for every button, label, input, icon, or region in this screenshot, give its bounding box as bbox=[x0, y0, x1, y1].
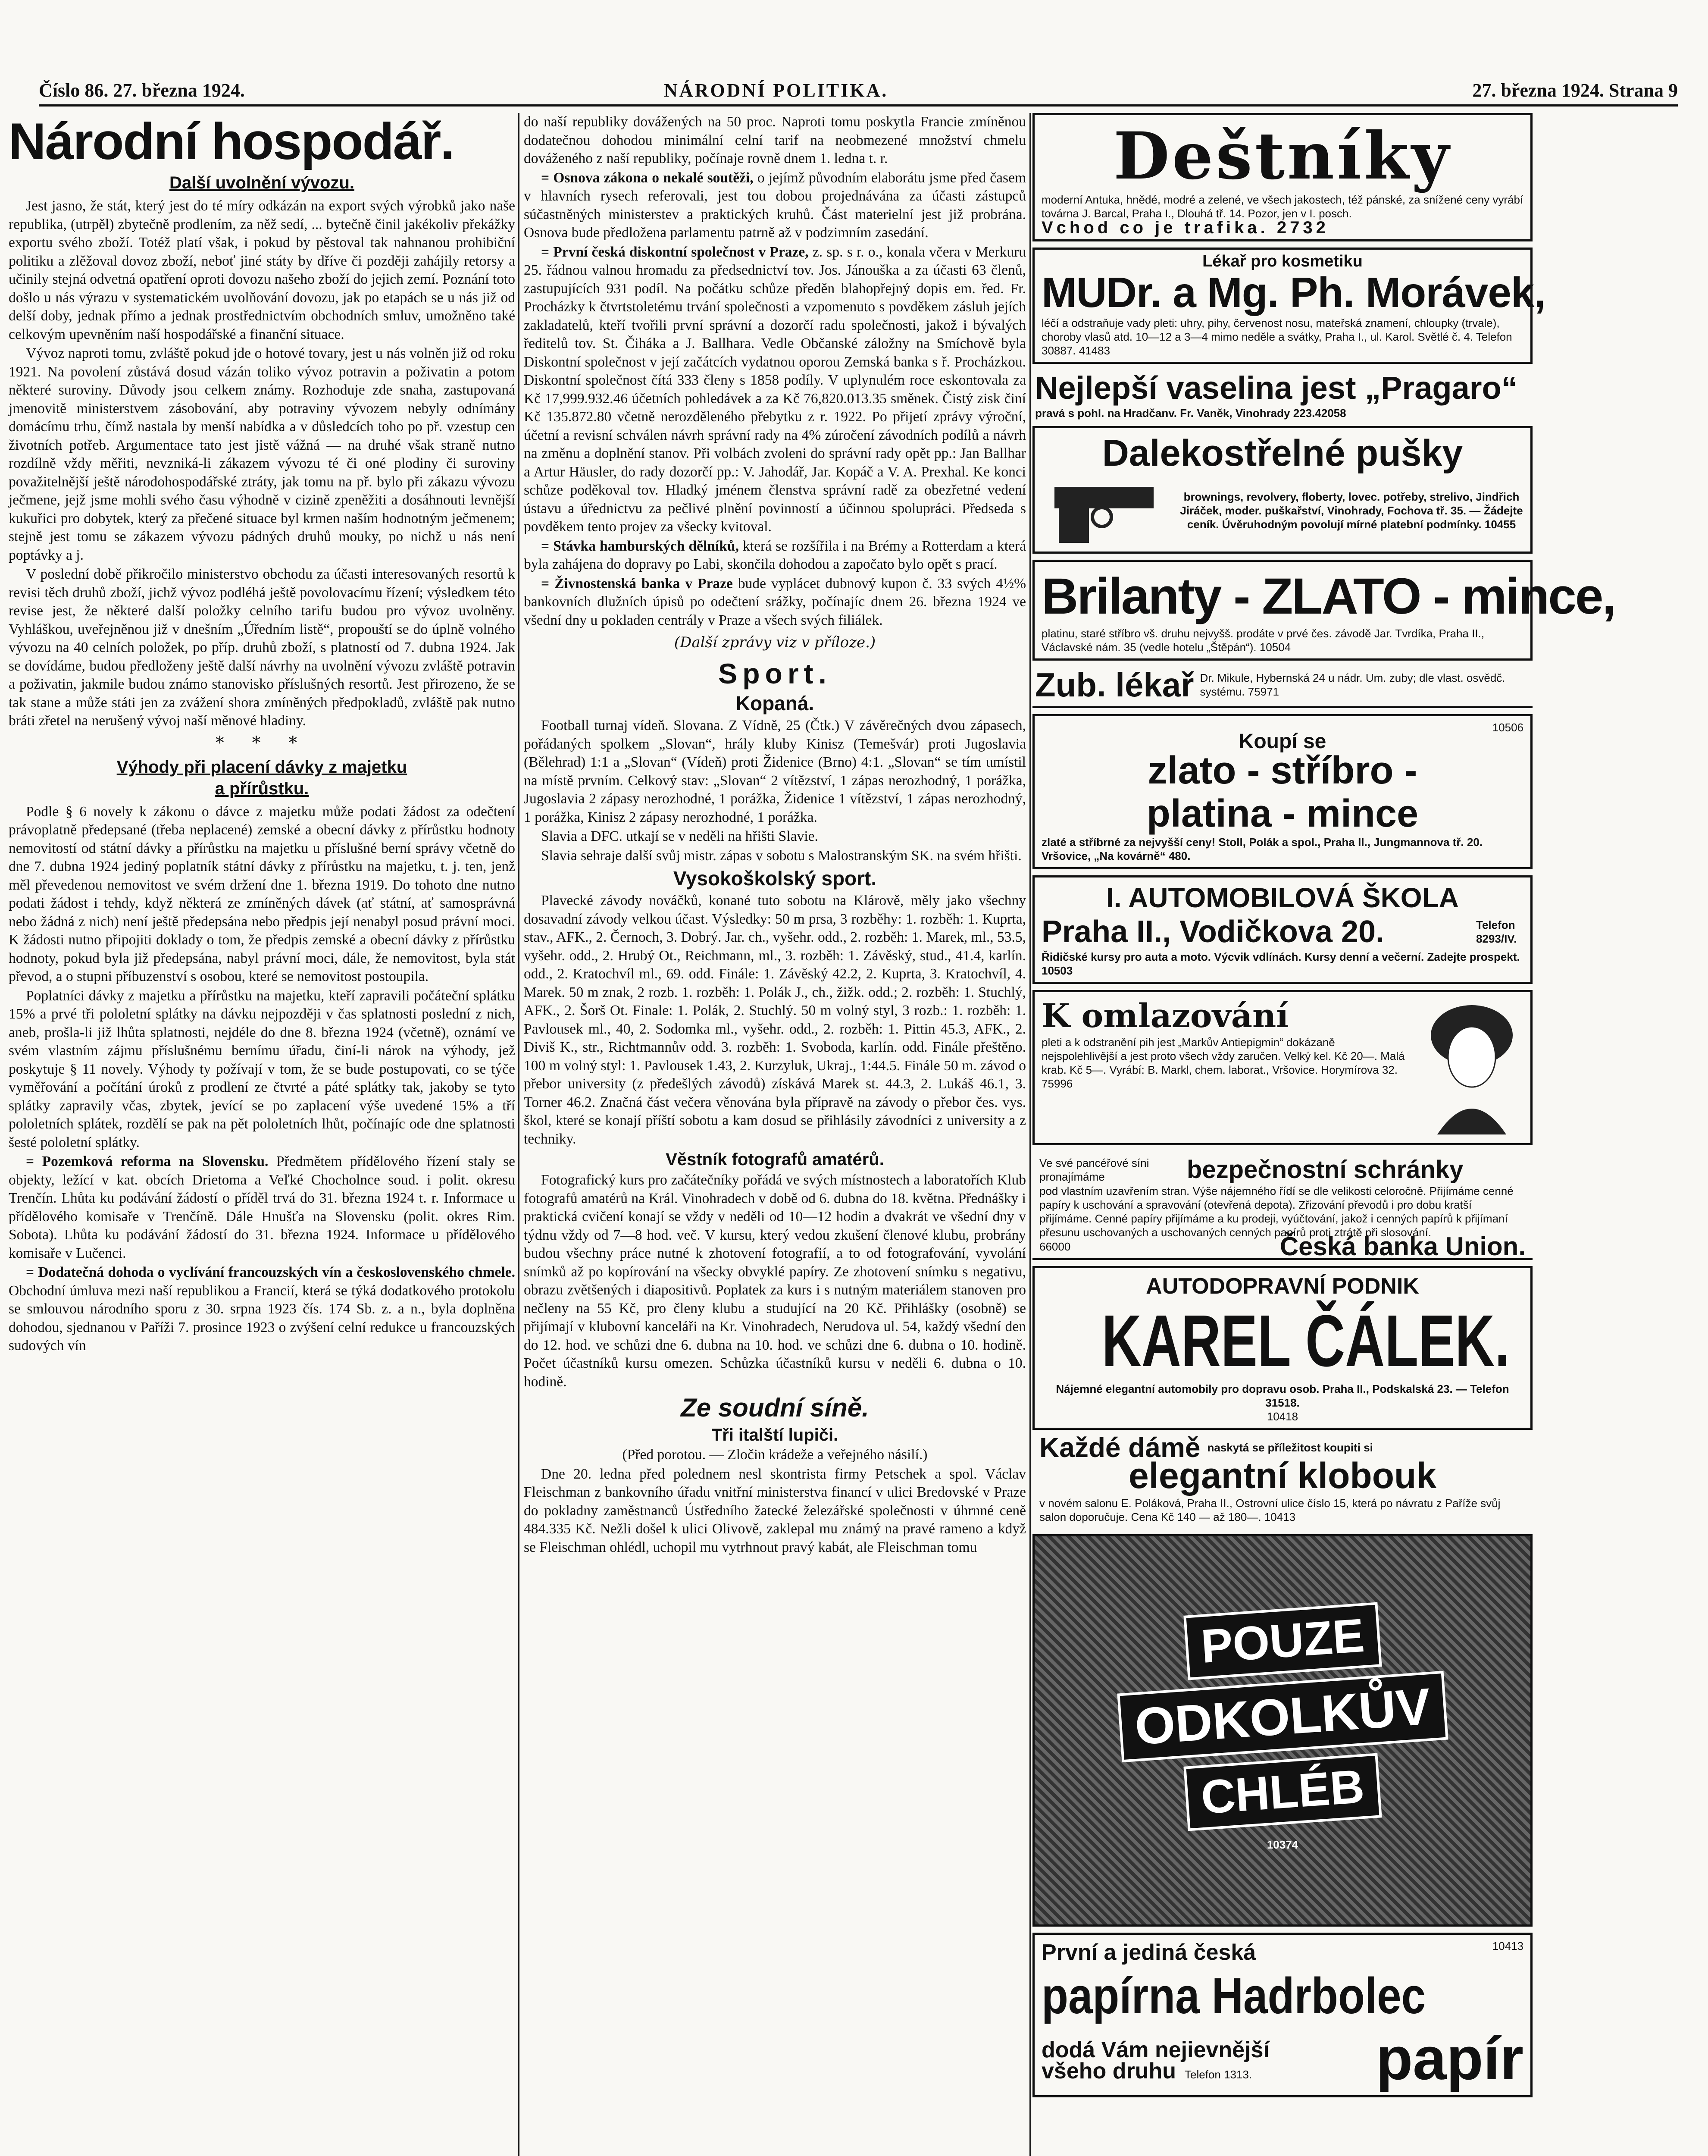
paragraph: Slavia a DFC. utkají se v neděli na hřišti Slavie. bbox=[541, 828, 818, 844]
ad-content bbox=[1042, 997, 1414, 1139]
ad-content bbox=[1042, 2026, 1523, 2091]
date-page: 27. března 1924. Strana 9 bbox=[1472, 80, 1678, 101]
ad-text: brownings, revolvery, floberty, lovec. potřeby, strelivo, Jindřich Jiráček, moder. puškařství, Vinohrady, Fochova tř. 35. — Žádejte ceník. Úvěruhodným povolují mírné platební podmínky. 10455 bbox=[1180, 490, 1523, 531]
pistol-icon bbox=[1042, 474, 1171, 547]
ad-rifles bbox=[1032, 426, 1533, 554]
ad-title: ODKOLKŮV bbox=[1117, 1671, 1448, 1763]
ad-title: Deštníky bbox=[1113, 118, 1452, 194]
issue-number: Číslo 86. 27. března 1924. bbox=[39, 80, 245, 101]
ad-dentist bbox=[1032, 667, 1533, 708]
subsection-title: Vysokoškolský sport. bbox=[673, 867, 877, 890]
ad-paper-mill bbox=[1032, 1933, 1533, 2097]
article-body bbox=[524, 717, 1026, 865]
paragraph bbox=[524, 575, 1026, 630]
ad-content bbox=[1039, 1232, 1526, 1261]
ad-text: Nájemné elegantní automobily pro dopravu osob. Praha II., Podskalská 23. — Telefon 31518. bbox=[1056, 1382, 1509, 1409]
ad-title: bezpečnostní schránky bbox=[1187, 1156, 1464, 1184]
ad-number: 10418 bbox=[1267, 1410, 1298, 1423]
ad-title: Koupí se bbox=[1239, 730, 1326, 753]
subsection-title: Kopaná. bbox=[735, 692, 814, 714]
news-head: = Živnostenská banka v Praze bbox=[541, 575, 733, 592]
news-head: = První česká diskontní společnost v Praze, bbox=[541, 244, 809, 260]
masthead: NÁRODNÍ POLITIKA. bbox=[664, 80, 888, 101]
ad-title: KAREL ČÁLEK. bbox=[1101, 1300, 1510, 1382]
paragraph: Slavia sehraje další svůj mistr. zápas v sobotu s Malostranským SK. na svém hřišti. bbox=[541, 847, 1022, 864]
ad-title: Každé dámě bbox=[1039, 1432, 1201, 1463]
ad-title: Česká banka Union. bbox=[1279, 1232, 1526, 1261]
article-body bbox=[524, 1446, 1026, 1557]
column-economy bbox=[9, 113, 515, 2156]
ad-text: Telefon 1313. bbox=[1185, 2068, 1252, 2081]
ad-text: naskytá se příležitost koupiti si bbox=[1207, 1441, 1373, 1454]
article-body bbox=[9, 803, 515, 1355]
separator-stars: * * * bbox=[215, 733, 309, 753]
woman-portrait-icon bbox=[1420, 997, 1523, 1139]
paragraph: Football turnaj vídeň. Slovana. Z Vídně, 25 (Čtk.) V závěrečných dvou zápasech, pořádaných spolkem „Slovan“, hrály kluby Kinisz (Temešvár) proti Jugoslavia (Bělehrad) 1:1 a „Slovan“ (Vídeň) proti Židenice (Brno) 4:1. „Slovan“ se tím umístil na místě prvním. Celkový stav: „Slovan“ 2 vítězství, 1 zápas nerozhodný, 1 porážka, Jugoslavia 2 zápasy nerozhodné, 1 porážka, Židenice 1 vítězství, 1 zápas nerozhodný, 1 porážka, Kinisz 2 zápasy nerozhodné, 1 porážka. bbox=[524, 718, 1026, 825]
ad-safe-deposit bbox=[1032, 1151, 1533, 1260]
paragraph: Jest jasno, že stát, který jest do té míry odkázán na export svých výrobků jako naše republika, (utrpěl) zbytečně prodlením, za něž sedí, ... bytečně činil jakékoliv překážky exportu svého zboží. Totéž platí však, i pokud by pěstoval tak nahnanou prohibiční politiku a zlěžoval dovoz zboží, neboť jiné státy by dříve či později zahájily retorsy a učinily stejná odvetná opatření oproti dovozu našeho zboží do jejich zemí. Poznání toto došlo u nás výrazu v systematickém uvolňování dovozu, jak po etapách se u nás již od delší doby, jednak přímo a jednak prostřednictvím obchodních smluv, umožněno také celkovým upevněním naší hospodářské a finanční situace. bbox=[9, 198, 515, 342]
column-rule bbox=[1029, 113, 1031, 2156]
news-text: bude vyplácet dubnový kupon č. 33 svých 4½% bankovních dlužních úpisů po odečtení srážky, počínajíc dnem 26. března 1924 ve všední dny u pokladen centrály v Praze a všech svých filiálek. bbox=[524, 575, 1026, 628]
news-head: = Dodatečná dohoda o vyclívání francouzských vín a československého chmele. bbox=[26, 1264, 515, 1280]
ad-text: Ve své pancéřové síni pronajímáme bbox=[1039, 1156, 1149, 1183]
ad-text: Řidičské kursy pro auta a moto. Výcvik vdlínách. Kursy denní a večerní. Zadejte prospekt. 10503 bbox=[1042, 950, 1520, 977]
news-text: z. sp. s r. o., konala včera v Merkuru 25. řádnou valnou hromadu za předsednictví tov. Jos. Jánouška a za účasti 63 členů, zastupujících 931 podíl. Na počátku schůze předěn blahopřejný dopis em. řed. Fr. Procházky k čtvrtstoletému trvání společnosti a vzpomenuto s povděkem zásluh jejích zakladatelů, kteří tvořili první správní a dozorčí radu společnosti, jakož i bývalých ředitelů tov. St. Čiháka a J. Ballhara. Vedle Občanské záložny na Smíchově byla Diskontní společnost v její začátcích vydatnou oporou Zemská banka s ř. Procházkou. Diskontní společnost čítá 333 členy s 1858 podíly. V uplynulém roce eskontovala za Kč 17,999.932.46 účetních pohledávek a za Kč 76,820.013.35 směnek. Čistý zisk činí Kč 135.872.80 včetně nerozděleného přebytku z r. 1922. Po přijetí zprávy výroční, účetní a revisní schválen návrh správní rady na 4% zúročení závodních podílů a návrh na změnu a doplnění stanov. Při volbách zvoleni do správní rady opět pp.: Jan Ballhar a Artur Häusler, do rady dozorčí pp.: V. Jahodář, Jar. Kopáč a V. A. Prexhal. Ke konci schůze poděkoval tov. Hladký jménem členstva správní radě za obezřetné vedení ústavu a úřednictvu za pečlivé plnění povinností a účinnou spolupráci. Předseda s povděkem tento projev za všecky kvitoval. bbox=[524, 244, 1026, 535]
ad-title: Dalekostřelné pušky bbox=[1102, 432, 1463, 474]
ad-hats bbox=[1032, 1432, 1533, 1528]
article-body bbox=[524, 1171, 1026, 1391]
ad-title: AUTODOPRAVNÍ PODNIK bbox=[1146, 1274, 1419, 1299]
ad-number: 10413 bbox=[1492, 1940, 1523, 1952]
ad-driving-school bbox=[1032, 875, 1533, 984]
ad-text: dodá Vám nejievnější bbox=[1042, 2037, 1270, 2062]
ad-text: léčí a odstraňuje vady pleti: uhry, pihy, červenost nosu, mateřská znamení, chloupky (trvale), choroby vlasů atd. 10—12 a 3—4 mimo neděle a svátky, Praha I., ul. Karol. Světlé č. 4. Telefon 30887. 41483 bbox=[1042, 317, 1512, 357]
ad-text: pravá s pohl. na Hradčanv. Fr. Vaněk, Vinohrady 223.42058 bbox=[1035, 407, 1346, 420]
ad-number: 10506 bbox=[1492, 721, 1523, 734]
paragraph: Fotografický kurs pro začátečníky pořádá ve svých místnostech a laboratořích Klub fotografů amatérů na Král. Vinohradech v době od 6. dubna do 18. května. Přednášky i praktická cvičení konají se vždy v neděli od 10—12 hodin a dvakrát ve všední dny v týdnu vždy od 7—8 hod. več. V kursu, který vedou zkušení členové klubu, probrány budou všechny práce nutné k zhotovení fotografií, a to od fotografování, vyvolání snímků až po kopírování na všecky obvyklé papíry. Ze zhotovení snímku s negativu, obrazu zvětšených i diapositivů. Poplatek za kurs i s nutným materiálem stanoven pro nečleny na 55 Kč, pro členy klubu a studující na 20 Kč. Přihlášky (osobně) se přijímají v klubovní kanceláři na Kr. Vinohradech, Nerudova ul. 54, každý všední den do 12. hod. ve schůzi dne 6. dubna na 10. hod. ve schůzi dne 6. dubna o 10. hodině. Počet účastníků kursu omezen. Schůzka účastníků kursu v neděli 6. dubna o 10. hodině. bbox=[524, 1172, 1026, 1390]
column-news-sport bbox=[524, 113, 1026, 2156]
ad-gold bbox=[1032, 560, 1615, 661]
news-head: = Stávka hamburských dělníků, bbox=[541, 538, 739, 554]
note: (Další zprávy viz v příloze.) bbox=[674, 634, 876, 651]
news-head: = Pozemková reforma na Slovensku. bbox=[26, 1153, 269, 1169]
subsection-title: Ze soudní síně. bbox=[681, 1393, 869, 1422]
paragraph bbox=[524, 169, 1026, 242]
section-sport: Sport. bbox=[718, 658, 832, 689]
ad-title: První a jediná česká bbox=[1042, 1940, 1256, 1965]
ad-content bbox=[1042, 1939, 1523, 1966]
ad-cosmetic-doctor bbox=[1032, 248, 1545, 364]
ad-text: zlaté a stříbrné za nejvyšší ceny! Stoll, Polák a spol., Praha II., Jungmannova tř. 20. Vršovice, „Na kovárně“ 480. bbox=[1042, 836, 1483, 862]
article-subhead: a přírůstku. bbox=[215, 779, 309, 798]
ad-title: POUZE bbox=[1183, 1602, 1382, 1680]
column-rule bbox=[518, 113, 519, 2156]
ad-odkolek-bread bbox=[1032, 1534, 1533, 1927]
paragraph bbox=[524, 243, 1026, 536]
ad-title: Nejlepší vaselina jest „Pragaro“ bbox=[1035, 370, 1517, 406]
section-title: Národní hospodář. bbox=[9, 113, 454, 170]
column-ads bbox=[1032, 113, 1615, 2156]
ad-title: Lékař pro kosmetiku bbox=[1202, 252, 1363, 270]
ad-buy-gold bbox=[1032, 714, 1533, 869]
paragraph bbox=[9, 1153, 515, 1263]
news-head: = Osnova zákona o nekalé soutěži, bbox=[541, 169, 754, 186]
ad-number: 10374 bbox=[1267, 1838, 1298, 1851]
article-body bbox=[524, 892, 1026, 1148]
paragraph: Vývoz naproti tomu, zvláště pokud jde o hotové tovary, jest u nás volněn již od roku 1921. Na povolení zůstává dosud vázán toliko vývoz potravin a poživatin a potom některé suroviny. Důvody jsou celkem známy. Rozhoduje zde snaha, zastupovaná jmenovitě ministerstvem zásobování, aby potraviny vývozem nebyly odnímány domácímu trhu, čímž nastala by menší nabídka a v důsledcích toho po př. vzestup cen životních potřeb. Argumentace tato jest jistě vážná — na druhé však straně nutno rozdílně vždy měřiti, nevzniká-li zákazem vývozu té či oné plodiny či suroviny považitelnější ještě národohospodářské ztráty, jak tomu na př. bylo při zákazu vývozu ječmene, jejž jsme mohli svého času výhodně v cizině zpeněžiti a dosáhnouti levnější kukuřici pro dobytek, který za přečené situace byl krmen naším hodnotným ječmenem; stejně jest tomu se zákazem vývozu pádných druhů mouky, po nichž u nás není poptávky a j. bbox=[9, 345, 515, 563]
ad-title: Praha II., Vodičkova 20. bbox=[1042, 915, 1385, 949]
paragraph: do naší republiky dovážených na 50 proc. Naproti tomu poskytla Francie zmíněnou dodatečnou dohodou minimální celní tarif na neobmezené množství chmelu dováženého z naší republiky, počínaje rovně dnem 1. ledna t. r. bbox=[524, 114, 1026, 166]
ad-text: Dr. Mikule, Hybernská 24 u nádr. Um. zuby; dle vlast. osvědč. systému. 75971 bbox=[1200, 671, 1505, 698]
ad-car-transport bbox=[1032, 1266, 1533, 1430]
ad-title: Brilanty - ZLATO - mince, bbox=[1042, 568, 1615, 625]
ad-title: papírna Hadrbolec bbox=[1042, 1968, 1426, 2024]
ad-title: MUDr. a Mg. Ph. Morávek, bbox=[1042, 269, 1545, 316]
paragraph: V poslední době přikročilo ministerstvo obchodu za účasti interesovaných resortů k revisi těch druhů zboží, jichž vývoz podléhá ještě povolovacímu řízení; výsledkem této revise jest, že některé další položky celního tarifu budou pro vývoz uvolněny. Vyhláškou, uveřejněnou již v dnešním „Úředním listě“, propouští se do úplně volného vývozu na 40 celních položek, po příp. druhů zboží, s platností od 7. dubna 1924. Jak se dovídáme, budou předloženy ještě další návrhy na uvolnění vývozu zvláště potravin a poživatin, jakmile budou známo stanovisko příslušných resortů. Jest přirozeno, že se tak stane a může státi jen za zvážení shora zmíněných předpokladů, zvláště pak nutno bráti zřetel na nerušený vývoj naší měnové hladiny. bbox=[9, 566, 515, 729]
ad-title: zlato - stříbro - bbox=[1148, 749, 1417, 792]
news-text: Předmětem přídělového řízení staly se objekty, ležící v kat. obcích Drietoma a Veľké Chocholnce soud. i polit. okresu Trenčín. Lhůta ku podávání žádostí o příděl trvá do 31. března 1924 t. r. Informace u přídělového komisaře v Trenčíně. Dále Hnušťa na Slovensku (polit. okres Rim. Sobota). Lhůta ku podávání žádostí do 31. března 1924. Informace u přídělového komisaře v Lučenci. bbox=[9, 1153, 516, 1261]
news-text: o jejímž původním elaborátu jsme před časem v hlavních rysech referovali, jest tou dobou projednávána za účasti zástupců súčastněných ministerstev a praktických kruhů. Část materielní jest již probrána. Osnova bude předložena parlamentu patrně až v podzimním zasedání. bbox=[524, 169, 1026, 241]
ad-content bbox=[1039, 1432, 1526, 1463]
ad-text: v novém salonu E. Poláková, Praha II., Ostrovní ulice číslo 15, která po návratu z Paříže svůj salon doporučuje. Cena Kč 140 — až 180—. 10413 bbox=[1039, 1497, 1501, 1523]
paragraph bbox=[9, 1263, 515, 1355]
ad-title: elegantní klobouk bbox=[1128, 1455, 1437, 1496]
ad-text: platinu, staré stříbro vš. druhu nejvyšš. prodáte v prvé čes. závodě Jar. Tvrdíka, Praha II., Václavské nám. 35 (vedle hotelu „Štěpán“). 10504 bbox=[1042, 627, 1484, 654]
ad-content bbox=[1042, 2058, 1367, 2084]
ad-number: 66000 bbox=[1039, 1240, 1071, 1253]
ad-content bbox=[1042, 2036, 1367, 2084]
ad-title: platina - mince bbox=[1146, 792, 1419, 835]
news-text: Obchodní úmluva mezi naší republikou a Francií, která se týká dodatkového protokolu se smlouvou národního sporu z 30. srpna 1923 čís. 174 Sb. z. a n., byla doplněna dohodou, sjednanou v Paříži 7. prosince 1923 o zvýšení celní redukce u francouzských sudových vín bbox=[9, 1282, 515, 1354]
article-subhead: Tři italští lupiči. bbox=[711, 1426, 838, 1445]
ad-text: všeho druhu bbox=[1042, 2058, 1176, 2084]
article-subhead: Výhody při placení dávky z majetku bbox=[116, 757, 407, 777]
ad-content bbox=[1042, 474, 1523, 547]
ad-umbrellas bbox=[1032, 113, 1533, 241]
page-header bbox=[39, 78, 1678, 107]
subsection-title: Věstník fotografů amatérů. bbox=[666, 1150, 884, 1169]
paragraph: Plavecké závody nováčků, konané tuto sobotu na Klárově, měly jako všechny dosavadní závody velkou účast. Výsledky: 50 m prsa, 3 rozběhy: 1. rozběh: 1. Kuprta, stav., AFK., 2. Černoch, 3. Dobrý. Jar. ch., vyšehr. odd., 2. rozběh: 1. Marek, ml., 53.5, vyšehr. odd., 2. Hrubý Ot., Reichmann, ml., 3. rozběh: 1. Závěský, stud., 41.4, karlín. odd., 2. Kratochvíl ml., 69. odd. Finále: 1. Závěský 42.2, 2. Kuprta, 3. Kratochvíl, 4. Marek. 50 m znak, 2 rozb. 1. rozběh: 1. Polák J., ch., žižk. odd.; 2. rozběh: 1. Stuchlý, AFK., 2. Šorš Ot. Finale: 1. Polák, 2. Stuchlý. 50 m volný styl, 3 rozb.: 1. rozběh: 1. Pavlousek ml., 40, 2. Sodomka ml., vyšehr. odd., 2. rozběh: 1. Pittin 45.3, AFK., 2. Diviš K., str., Richtmannův odd. 3. rozběh: 1. Svoboda, karlín. odd. Finále přeštěno. 100 m volný styl: 1. Pavlousek 1.43, 2. Kurzyluk, Ukraj., 1:44.5. Finále 50 m. závod o přebor university (z předešlých závodů) získává Marek st. 44.3, 2. Lukáš 46.1, 3. Torner 46.2. Značná část večera věnována byla přípravě na závody o přebor čes. vys. škol, které se konají příští sobotu a kam dosud se přihlásily závodníci z university a z techniky. bbox=[524, 893, 1026, 1147]
ad-title: Zub. lékař bbox=[1035, 666, 1194, 704]
paragraph bbox=[524, 537, 1026, 574]
ad-title: K omlazování bbox=[1042, 997, 1289, 1035]
ad-title: papír bbox=[1376, 2024, 1523, 2092]
ad-text: moderní Antuka, hnědé, modré a zelené, ve všech jakostech, též pánské, za snížené ceny vyrábí továrna J. Barcal, Praha I., Dlouhá tř. 14. Pozor, jen v I. posch. bbox=[1042, 193, 1523, 220]
article-body bbox=[9, 197, 515, 730]
paragraph: Podle § 6 novely k zákonu o dávce z majetku může podati žádost za odečtení právoplatně předepsané (třeba neplacené) zemské a obecní dávky z přírůstku hodnoty nemovitostí od státní dávky a přírůstku na majetku u příslušné berní správy včetně do dne 7. dubna 1924 jediný poplatník státní dávky z přírůstku na majetku, t. j. ten, jenž měl převedenou nemovitost ve svém držení dne 1. března 1919. Do tohoto dne nutno podati žádost i tehdy, když některá ze zmíněných dávek (ať státní, ať samosprávná nebo žádná z nich) není ještě předepsána nebo předpis její nenabyl posud právní moci. K žádosti nutno připojiti doklady o tom, že předpis zemské a obecní dávky z přírůstku hodnoty, pokud byla již předepsána, nabyl právní moci, dále, že nemovitost, byla stát převod, a o stupni příbuzenství s osobou, které se nemovitost postoupila. bbox=[9, 803, 515, 984]
ad-content bbox=[1039, 1156, 1526, 1184]
paragraph: Poplatníci dávky z majetku a přírůstku na majetku, kteří zapravili počáteční splátku 15% a prvé tři pololetní splátky na dávku nejpozději v čas splatnosti poslední z nich, aneb, prošla-li již lhůta splatnosti, nejdéle do dne 8. března 1924 (včetně), oznámí ve svém vlastním zájmu příslušnému bernímu úřadu, činí-li nárok na výhody, jež poskytuje § 11 novely. Výhody ty požívají v tom, že se bude postupovati, co se týče vyměřování a počítání úroků z prodlení ze čtvrté a páté splátky tak, jakoby se tyto splátky zapravily včas, zbytek, jevící se po zaplacení výše uvedené 15% a tří pololetních splátek, rozdělí se pak na pět pololetních lhůt, počínajíc ode dne splatnosti šesté pololetní splátky. bbox=[9, 987, 515, 1150]
ad-content bbox=[1035, 1536, 1530, 1924]
ad-title: CHLÉB bbox=[1183, 1753, 1382, 1831]
article-body bbox=[524, 113, 1026, 630]
paragraph: Dne 20. ledna před polednem nesl skontrista firmy Petschek a spol. Václav Fleischman z bankovního úřadu vnitřní ministerstva financí v ulici Bredovské v Praze do pokladny zaměstnanců Ústředního žatecké železářské společnosti v úhrnné ceně 484.335 Kč. Nežli došel k ulici Olivově, zaklepal mu známý na pravé rameno a když se Fleischman ohlédl, uchopil mu vytrhnout pravý kabát, ale Fleischman tomu bbox=[524, 1466, 1026, 1555]
ad-text: pleti a k odstranění pih jest „Markův Antiepigmin“ dokázaně nejspolehlivější a jest proto všech vždy zaručen. Velký kel. Kč 20—. Malá krab. Kč 5—. Vyrábí: B. Markl, chem. laborat., Vršovice. Horymírova 32. 75996 bbox=[1042, 1036, 1405, 1090]
ad-text: Vchod co je trafika. 2732 bbox=[1042, 218, 1329, 237]
ad-skin-care bbox=[1032, 990, 1533, 1145]
article-subhead: Další uvolnění vývozu. bbox=[169, 173, 354, 192]
ad-content bbox=[1042, 914, 1523, 950]
news-text: která se rozšířila i na Brémy a Rotterdam a která byla zahájena do dopravy po Labi, skončila dohodou a započato bylo opět s prací. bbox=[524, 538, 1026, 572]
ad-title: I. AUTOMOBILOVÁ ŠKOLA bbox=[1106, 882, 1459, 913]
ad-vaseline bbox=[1032, 370, 1533, 420]
ad-text: Telefon 8293/IV. bbox=[1476, 918, 1517, 945]
paragraph: (Před porotou. — Zločin krádeže a veřejného násilí.) bbox=[622, 1447, 928, 1463]
ad-text: pod vlastním uzavřením stran. Výše nájemného řídí se dle velikosti celoročně. Přijímáme cenné papíry k uschování a spravování (otevřená depota). Zřizování převodů i pro dobu kratší přijímáme. Cenné papíry přijímáme a ku prodeji, vyúčtování, jakož i cenných papírů k přijímaní přesunu uschovaných a uschovaných cenných papírů proti ztrátě při slosování. bbox=[1039, 1185, 1514, 1239]
